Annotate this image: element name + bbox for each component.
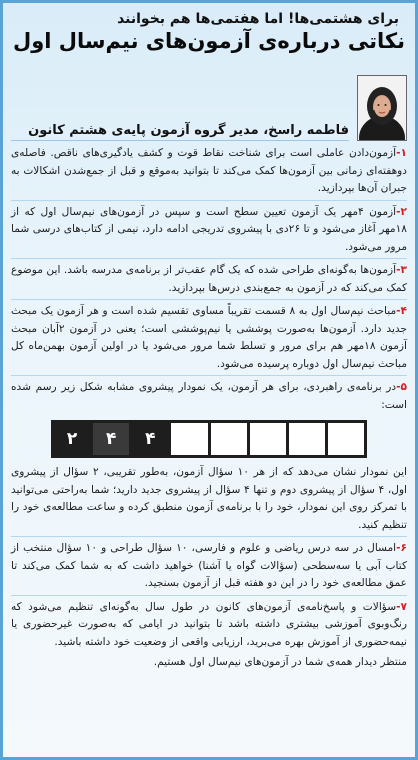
article-title: نکاتی درباره‌ی آزمون‌های نیم‌سال اول (13, 29, 405, 53)
paragraph-2: ۲-آزمون ۴مهر یک آزمون تعیین سطح است و سپس در آزمون‌های نیم‌سال اول که از ۱۸مهر آغاز می‌شود و تا ۲۶دی با پیشروی تدریجی ادامه دارد، نیمی از کتاب‌های درسی شما مرور می‌شود. (11, 204, 407, 260)
paragraph-1: ۱-آزمون‌دادن عاملی است برای شناخت نقاط قوت و کشف یادگیری‌های ناقص. فاصله‌ی دوهفته‌ای زمانی بین آزمون‌ها کمک می‌کند تا بتوانید به‌موقع و قبل از جمع‌شدن اشکالات به جبران آن‌ها بپردازید. (11, 145, 407, 201)
paragraph-7: ۷-سؤالات و پاسخ‌نامه‌ی آزمون‌های کانون در طول سال به‌گونه‌ای تنظیم می‌شود که رنگ‌وبوی آموزشی بیشتری داشته باشد تا بتوانید در ایامی که به‌صورت غیرحضوری یا نیمه‌حضوری از آموزش بهره می‌برید، ارزیابی واقعی از وضعیت خود داشته باشید. (11, 600, 407, 648)
person-photo-icon (358, 76, 406, 140)
kicker: برای هشتمی‌ها! اما هفتمی‌ها هم بخوانند (117, 11, 399, 27)
paragraph-5-continued: این نمودار نشان می‌دهد که از هر ۱۰ سؤال آزمون، به‌طور تقریبی، ۲ سؤال از پیشروی اول، ۴ سؤال از پیشروی دوم و تنها ۴ سؤال از پیشروی جدید دارید؛ شما به‌راحتی می‌توانید با تمرکز روی این نمودار، خود را با برنامه‌ی آزمون منطبق کرده و ساعت مطالعه‌ی خود را تنظیم کنید. (11, 464, 407, 537)
chart-cell-1: ۲ (54, 423, 90, 455)
chart-cell-8 (328, 423, 364, 455)
author-row (11, 59, 407, 141)
progress-chart (51, 420, 367, 458)
author-photo (357, 75, 407, 141)
paragraph-3: ۳-آزمون‌ها به‌گونه‌ای طراحی شده که یک گام عقب‌تر از برنامه‌ی مدرسه باشد. این موضوع کمک می‌کند که در آزمون به جمع‌بندی درس‌ها بپردازید. (11, 262, 407, 300)
author-name: فاطمه راسخ، مدیر گروه آزمون پایه‌ی هشتم کانون (11, 123, 349, 141)
closing-line: منتظر دیدار همه‌ی شما در آزمون‌های نیم‌سال اول هستیم. (153, 656, 407, 668)
paragraph-5: ۵-در برنامه‌ی راهبردی، برای هر آزمون، یک نمودار پیشروی مشابه شکل زیر رسم شده است: (11, 381, 407, 411)
chart-cell-3: ۴ (132, 423, 168, 455)
chart-cell-5 (211, 423, 247, 455)
chart-cell-4 (171, 423, 207, 455)
paragraph-4: ۴-مباحث نیم‌سال اول به ۸ قسمت تقریباً مساوی تقسیم شده است و هر آزمون یک مبحث جدید دارد. آزمون‌ها به‌صورت پوششی یا نیم‌پوششی است؛ یعنی در آزمون ۲آبان مبحث آزمون ۱۸مهر هم برای مرور و تسلط شما مرور می‌شود یا در اولین آزمون بهمن‌ماه کل مباحث نیم‌سال اول دوباره پرسیده می‌شود. (11, 303, 407, 376)
chart-cell-6 (250, 423, 286, 455)
paragraph-6: ۶-امسال در سه درس ریاضی و علوم و فارسی، ۱۰ سؤال طراحی و ۱۰ سؤال منتخب از کتاب آبی یا سه‌سطحی (سؤالات گواه یا آشنا) خواهید داشت که به شما کمک می‌کند تا عمق مطالعه‌ی خود را در این دو هفته قبل از آزمون بسنجید. (11, 540, 407, 596)
chart-cell-2: ۴ (93, 423, 129, 455)
article (3, 3, 415, 757)
chart-cell-7 (289, 423, 325, 455)
